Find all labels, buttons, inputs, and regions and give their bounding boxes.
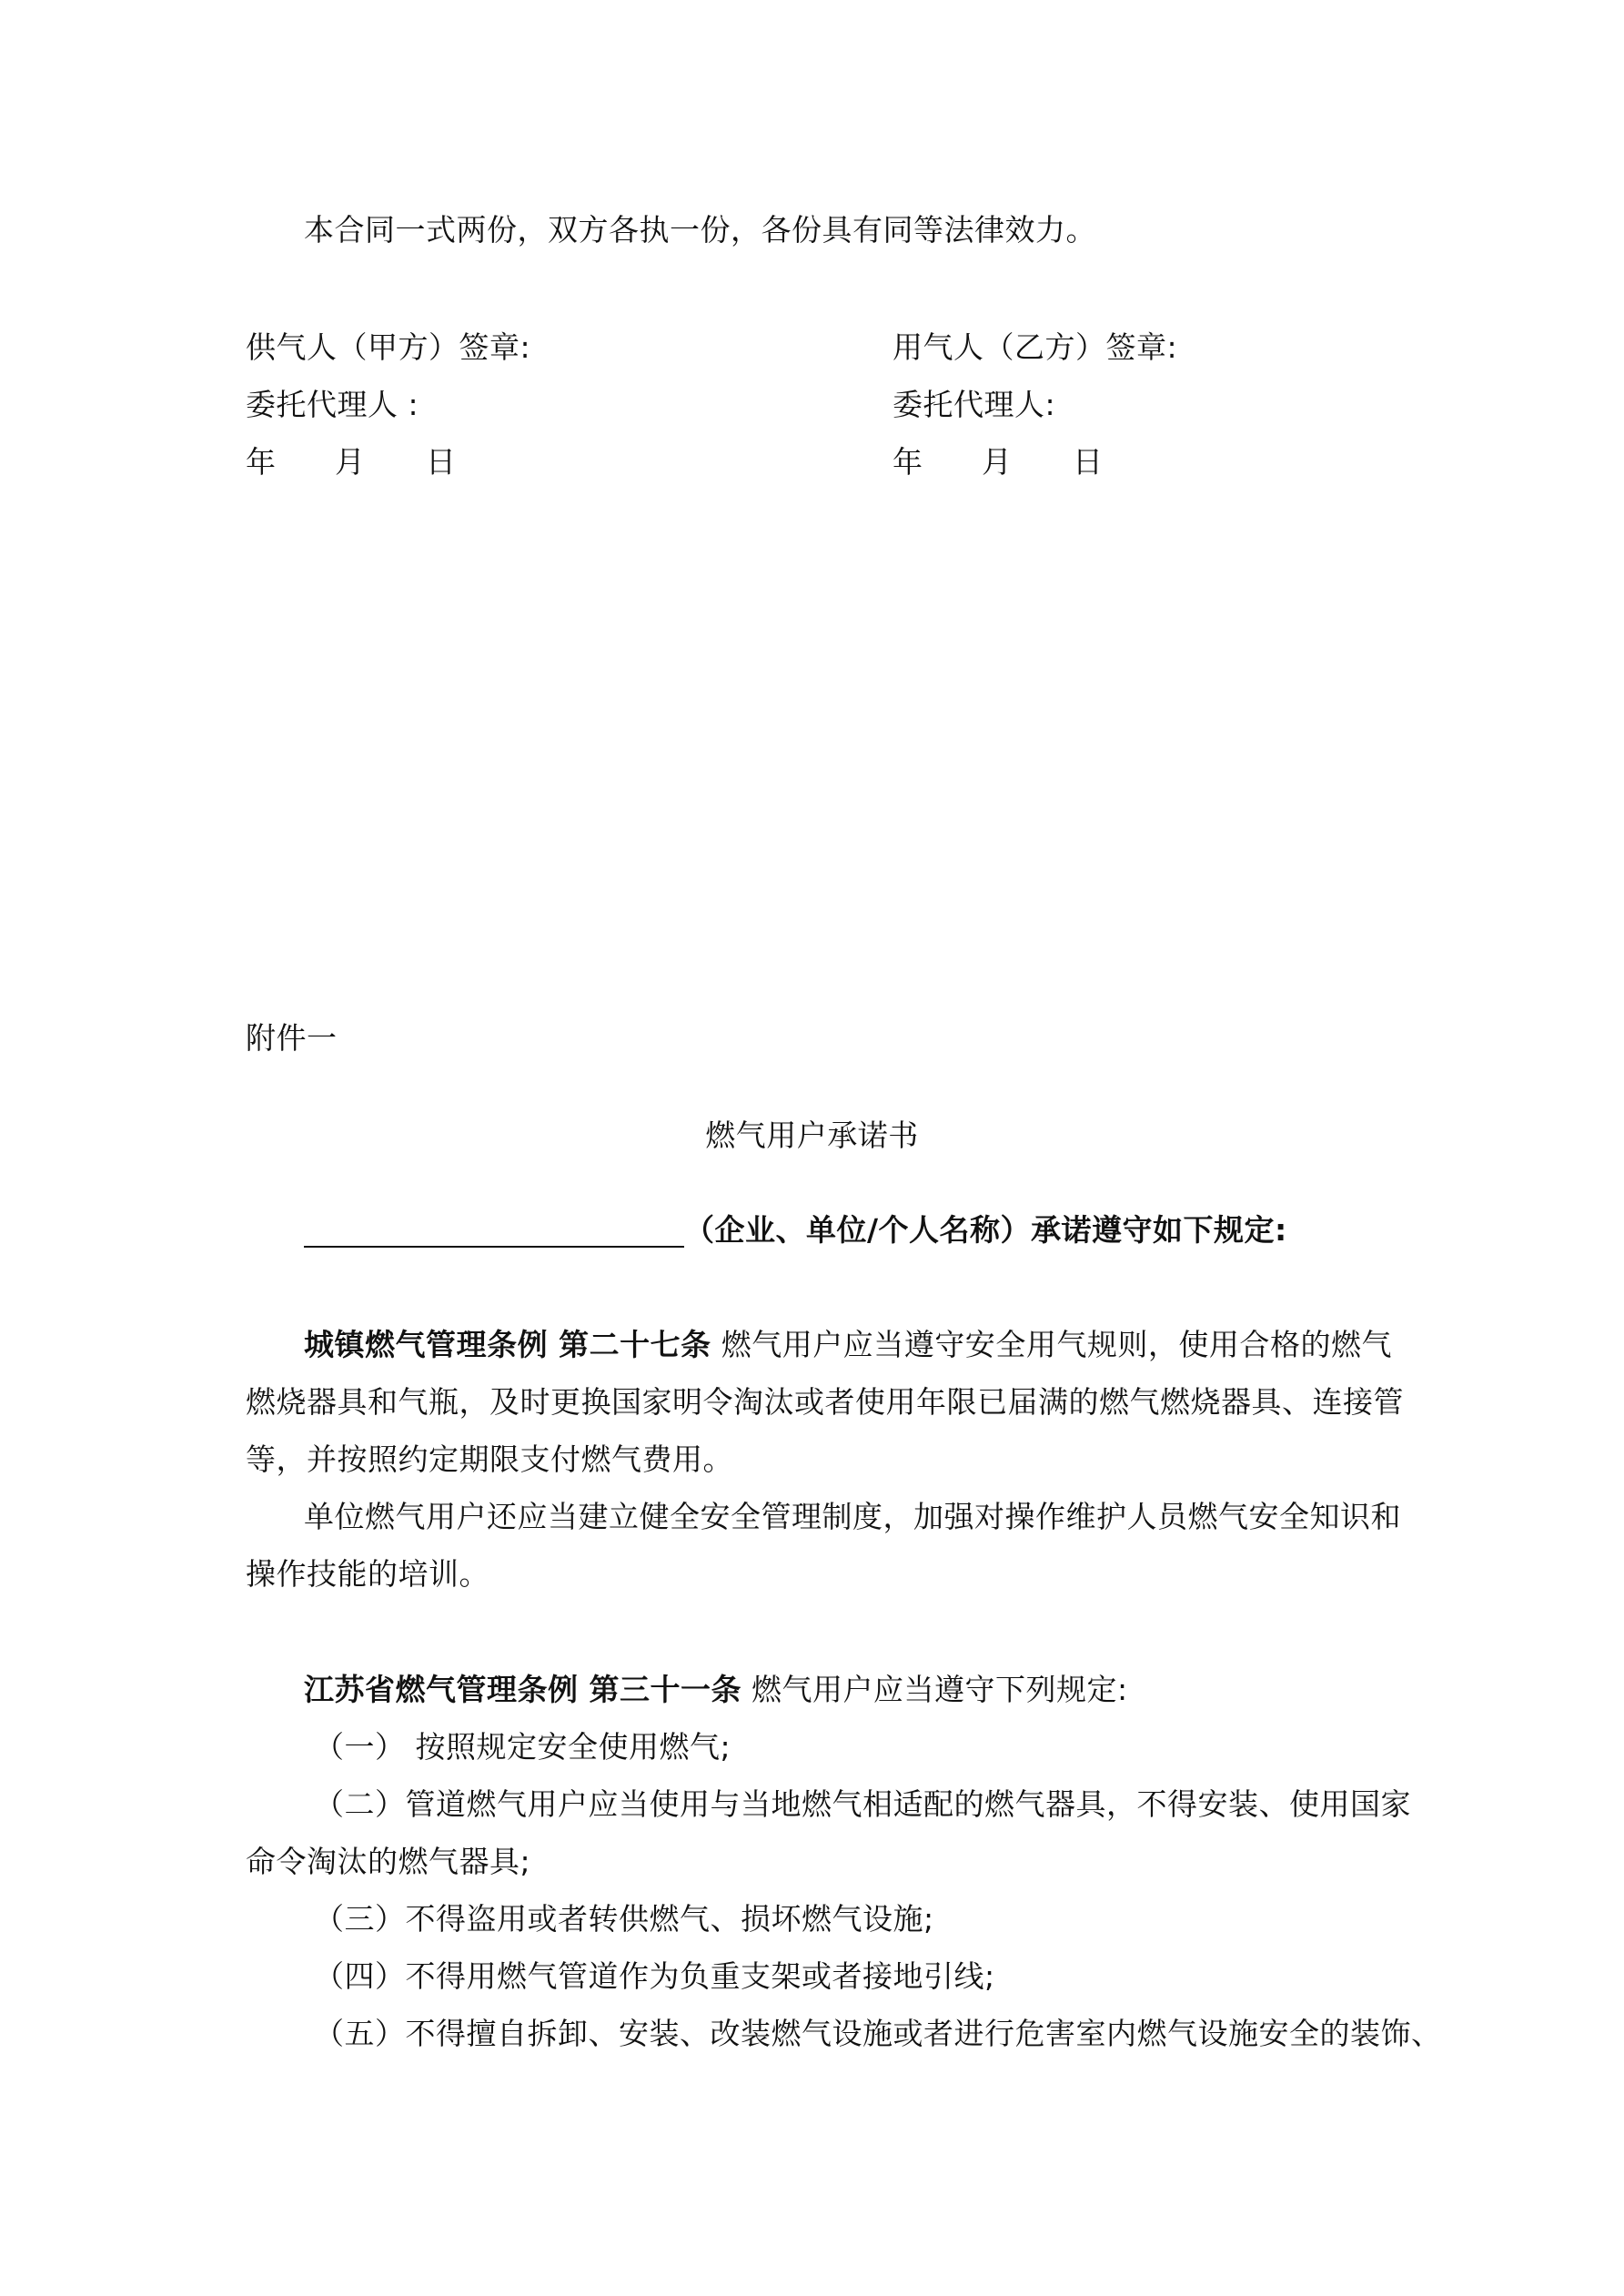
name-blank-line: [304, 1246, 684, 1248]
party-b-month: 月: [982, 444, 1013, 480]
article-27-line-3: 等，并按照约定期限支付燃气费用。: [246, 1441, 733, 1477]
pledge-line: （企业、单位/个人名称）承诺遵守如下规定:: [684, 1212, 1287, 1248]
annex-title: 燃气用户承诺书: [705, 1118, 919, 1153]
contract-clause: 本合同一式两份，双方各执一份，各份具有同等法律效力。: [304, 212, 1096, 248]
party-b-agent-label: 委托代理人:: [893, 387, 1056, 422]
party-a-month: 月: [335, 444, 366, 480]
article-27-line-1: [304, 1327, 1392, 1363]
party-a-date: [246, 444, 457, 480]
article-27-para2-line-1: 单位燃气用户还应当建立健全安全管理制度，加强对操作维护人员燃气安全知识和: [304, 1499, 1401, 1534]
article-31-heading: 江苏省燃气管理条例 第三十一条: [304, 1672, 741, 1707]
article-31-intro: 燃气用户应当遵守下列规定:: [741, 1672, 1128, 1707]
party-a-seal-label: 供气人（甲方）签章:: [246, 329, 531, 365]
party-b-year: 年: [893, 444, 923, 480]
article-27-para2-line-2: 操作技能的培训。: [246, 1556, 489, 1592]
party-a-year: 年: [246, 444, 277, 480]
party-a-day: 日: [426, 444, 457, 480]
party-b-seal-label: 用气人（乙方）签章:: [893, 329, 1178, 365]
article-31-item-1: （一） 按照规定安全使用燃气;: [314, 1729, 731, 1765]
article-31-line-1: [304, 1672, 1128, 1708]
article-27-heading: 城镇燃气管理条例 第二十七条: [304, 1327, 711, 1362]
party-b-date: [893, 444, 1104, 480]
party-a-agent-label: 委托代理人 :: [246, 387, 419, 422]
article-31-item-2-line-2: 命令淘汰的燃气器具;: [246, 1844, 531, 1879]
article-31-item-2-line-1: （二）管道燃气用户应当使用与当地燃气相适配的燃气器具，不得安装、使用国家: [314, 1786, 1411, 1822]
article-31-item-4: （四）不得用燃气管道作为负重支架或者接地引线;: [314, 1958, 995, 1994]
article-27-text-1: 燃气用户应当遵守安全用气规则，使用合格的燃气: [711, 1327, 1392, 1362]
article-31-item-5-line-1: （五）不得擅自拆卸、安装、改装燃气设施或者进行危害室内燃气设施安全的装饰、: [314, 2016, 1442, 2051]
annex-label: 附件一: [246, 1020, 338, 1056]
article-31-item-3: （三）不得盗用或者转供燃气、损坏燃气设施;: [314, 1901, 934, 1937]
article-27-line-2: 燃烧器具和气瓶，及时更换国家明令淘汰或者使用年限已届满的燃气燃烧器具、连接管: [246, 1384, 1404, 1420]
party-b-day: 日: [1073, 444, 1104, 480]
